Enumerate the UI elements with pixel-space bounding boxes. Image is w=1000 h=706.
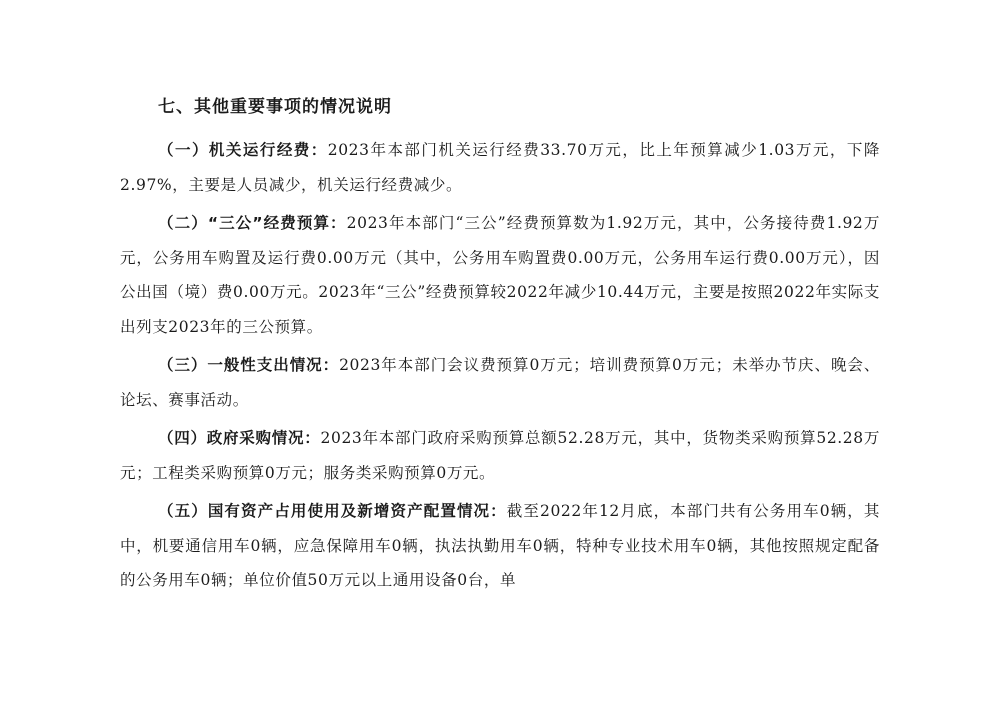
section-heading: 七、其他重要事项的情况说明	[158, 97, 392, 117]
paragraph-text: 2023年本部门机关运行经费33.70万元，比上年预算减少1.03万元，下降2.97%，主要是人员减少，机关运行经费减少。	[120, 141, 880, 194]
paragraph-lead: （三）一般性支出情况：	[158, 356, 340, 374]
paragraph-state-assets	[120, 494, 880, 598]
paragraph-text: 2023年本部门政府采购预算总额52.28万元，其中，货物类采购预算52.28万元；工程类采购预算0万元；服务类采购预算0万元。	[120, 429, 880, 482]
paragraph-operating-expenses	[120, 133, 880, 202]
paragraph-lead: （四）政府采购情况：	[158, 429, 321, 447]
paragraph-text: 2023年本部门会议费预算0万元；培训费预算0万元；未举办节庆、晚会、论坛、赛事活动。	[120, 356, 880, 409]
paragraph-government-procurement	[120, 421, 880, 490]
paragraph-lead: （二）“三公”经费预算：	[158, 214, 347, 232]
paragraph-text: 截至2022年12月底，本部门共有公务用车0辆，其中，机要通信用车0辆，应急保障用车0辆，执法执勤用车0辆，特种专业技术用车0辆，其他按照规定配备的公务用车0辆；单位价值50万元以上通用设备0台，单	[120, 502, 880, 589]
paragraph-general-expenditure	[120, 348, 880, 417]
document-page	[120, 95, 880, 598]
paragraph-lead: （五）国有资产占用使用及新增资产配置情况：	[158, 502, 507, 520]
paragraph-text: 2023年本部门“三公”经费预算数为1.92万元，其中，公务接待费1.92万元，公务用车购置及运行费0.00万元（其中，公务用车购置费0.00万元，公务用车运行费0.00万元），因公出国（境）费0.00万元。2023年“三公”经费预算较2022年减少10.44万元，主要是按照2022年实际支出列支2023年的三公预算。	[120, 214, 880, 336]
paragraph-three-public-expenses	[120, 206, 880, 344]
paragraph-lead: （一）机关运行经费：	[158, 141, 328, 159]
